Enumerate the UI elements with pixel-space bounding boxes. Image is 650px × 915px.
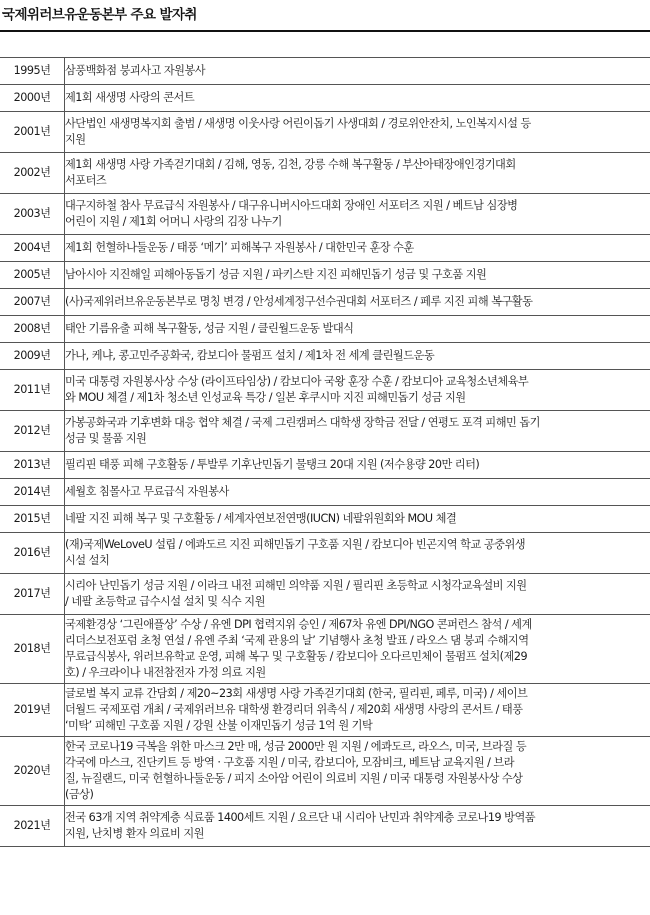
description-line: 필리핀 태풍 피해 구호활동 / 투발루 기후난민돕기 물탱크 20대 지원 (저수용량 20만 리터) bbox=[65, 458, 480, 471]
table-row bbox=[0, 615, 650, 684]
description-cell bbox=[65, 506, 650, 533]
description-line: 대구지하철 참사 무료급식 자원봉사 / 대구유니버시아드대회 장애인 서포터즈 지원 / 베트남 심장병 bbox=[65, 199, 518, 212]
description-cell bbox=[65, 58, 650, 85]
description-cell bbox=[65, 533, 650, 574]
description-line: 가봉공화국과 기후변화 대응 협약 체결 / 국제 그린캠퍼스 대학생 장학금 전달 / 연평도 포격 피해민 돕기 bbox=[65, 416, 540, 429]
table-row bbox=[0, 194, 650, 235]
description-line: 사단법인 새생명복지회 출범 / 새생명 이웃사랑 어린이돕기 사생대회 / 경로위안잔치, 노인복지시설 등 bbox=[65, 117, 531, 130]
year-cell: 2021년 bbox=[0, 806, 65, 847]
year-cell: 2018년 bbox=[0, 615, 65, 684]
description-line: 시설 설치 bbox=[65, 554, 110, 567]
page-title: 국제위러브유운동본부 주요 발자취 bbox=[2, 7, 197, 23]
year-cell: 2013년 bbox=[0, 452, 65, 479]
description-line: (금상) bbox=[65, 788, 94, 801]
year-cell: 2020년 bbox=[0, 737, 65, 806]
year-cell: 2009년 bbox=[0, 343, 65, 370]
description-cell bbox=[65, 235, 650, 262]
description-line: 호) / 우크라이나 내전참전자 가정 의료 지원 bbox=[65, 666, 266, 679]
description-line: 지원, 난치병 환자 의료비 지원 bbox=[65, 827, 204, 840]
description-line: 서포터즈 bbox=[65, 174, 107, 187]
description-line: 삼풍백화점 붕괴사고 자원봉사 bbox=[65, 64, 206, 77]
year-cell: 2019년 bbox=[0, 684, 65, 737]
table-row bbox=[0, 737, 650, 806]
year-cell: 2001년 bbox=[0, 112, 65, 153]
year-cell: 2007년 bbox=[0, 289, 65, 316]
description-cell bbox=[65, 316, 650, 343]
year-cell: 2017년 bbox=[0, 574, 65, 615]
table-row bbox=[0, 479, 650, 506]
description-cell bbox=[65, 343, 650, 370]
year-cell: 2011년 bbox=[0, 370, 65, 411]
description-line: 지원 bbox=[65, 133, 86, 146]
description-line: 제1회 헌혈하나둘운동 / 태풍 ‘메기’ 피해복구 자원봉사 / 대한민국 훈장 수훈 bbox=[65, 241, 414, 254]
table-row bbox=[0, 452, 650, 479]
description-cell bbox=[65, 262, 650, 289]
description-line: 가나, 케냐, 콩고민주공화국, 캄보디아 물펌프 설치 / 제1차 전 세계 클린월드운동 bbox=[65, 349, 435, 362]
description-cell bbox=[65, 615, 650, 684]
description-line: (사)국제위러브유운동본부로 명칭 변경 / 안성세계정구선수권대회 서포터즈 / 페루 지진 피해 복구활동 bbox=[65, 295, 533, 308]
year-cell: 2016년 bbox=[0, 533, 65, 574]
description-line: 각국에 마스크, 진단키트 등 방역 · 구호품 지원 / 미국, 캄보디아, 모잠비크, 베트남 교육지원 / 브라 bbox=[65, 756, 515, 769]
year-cell: 2000년 bbox=[0, 85, 65, 112]
year-cell: 2004년 bbox=[0, 235, 65, 262]
table-row bbox=[0, 506, 650, 533]
table-row bbox=[0, 262, 650, 289]
description-cell bbox=[65, 737, 650, 806]
table-row bbox=[0, 112, 650, 153]
year-cell: 2005년 bbox=[0, 262, 65, 289]
description-line: 제1회 새생명 사랑 가족걷기대회 / 김해, 영동, 김천, 강릉 수해 복구활동 / 부산아태장애인경기대회 bbox=[65, 158, 516, 171]
description-line: 성금 및 물품 지원 bbox=[65, 432, 147, 445]
table-row bbox=[0, 58, 650, 85]
description-line: 한국 코로나19 극복을 위한 마스크 2만 매, 성금 2000만 원 지원 / 에콰도르, 라오스, 미국, 브라질 등 bbox=[65, 740, 527, 753]
description-line: (재)국제WeLoveU 설립 / 에콰도르 지진 피해민돕기 구호품 지원 / 캄보디아 빈곤지역 학교 공중위생 bbox=[65, 538, 526, 551]
table-row bbox=[0, 316, 650, 343]
description-line: 태안 기름유출 피해 복구활동, 성금 지원 / 클린월드운동 발대식 bbox=[65, 322, 354, 335]
description-line: 남아시아 지진해일 피해아동돕기 성금 지원 / 파키스탄 지진 피해민돕기 성금 및 구호품 지원 bbox=[65, 268, 487, 281]
table-row bbox=[0, 153, 650, 194]
description-line: 제1회 새생명 사랑의 콘서트 bbox=[65, 91, 195, 104]
table-row bbox=[0, 684, 650, 737]
description-line: 리더스보전포럼 초청 연설 / 유엔 주최 ‘국제 관용의 날’ 기념행사 초청 발표 / 라오스 댐 붕괴 수해지역 bbox=[65, 634, 529, 647]
description-cell bbox=[65, 112, 650, 153]
table-row bbox=[0, 806, 650, 847]
year-cell: 2012년 bbox=[0, 411, 65, 452]
table-row bbox=[0, 85, 650, 112]
description-line: 세월호 침몰사고 무료급식 자원봉사 bbox=[65, 485, 229, 498]
year-cell: 2015년 bbox=[0, 506, 65, 533]
year-cell: 2002년 bbox=[0, 153, 65, 194]
description-line: 어린이 지원 / 제1회 어머니 사랑의 김장 나누기 bbox=[65, 215, 282, 228]
history-table bbox=[0, 57, 650, 847]
year-cell: 2014년 bbox=[0, 479, 65, 506]
table-row bbox=[0, 370, 650, 411]
table-row bbox=[0, 533, 650, 574]
description-line: / 네팔 초등학교 급수시설 설치 및 식수 지원 bbox=[65, 595, 265, 608]
description-line: 네팔 지진 피해 복구 및 구호활동 / 세계자연보전연맹(IUCN) 네팔위원회와 MOU 체결 bbox=[65, 512, 457, 525]
description-cell bbox=[65, 806, 650, 847]
description-cell bbox=[65, 85, 650, 112]
year-cell: 1995년 bbox=[0, 58, 65, 85]
description-line: 시리아 난민돕기 성금 지원 / 이라크 내전 피해민 의약품 지원 / 필리핀 초등학교 시청각교육설비 지원 bbox=[65, 579, 527, 592]
description-line: ‘미탁’ 피해민 구호품 지원 / 강원 산불 이재민돕기 성금 1억 원 기탁 bbox=[65, 719, 373, 732]
description-line: 무료급식봉사, 위러브유학교 운영, 피해 복구 및 구호활동 / 캄보디아 오다르민체이 물펌프 설치(제29 bbox=[65, 650, 528, 663]
description-cell bbox=[65, 194, 650, 235]
table-row bbox=[0, 411, 650, 452]
description-line: 더월드 국제포럼 개최 / 국제위러브유 대학생 환경리더 위촉식 / 제20회 새생명 사랑의 콘서트 / 태풍 bbox=[65, 703, 523, 716]
spacer bbox=[0, 32, 650, 57]
year-cell: 2008년 bbox=[0, 316, 65, 343]
table-row bbox=[0, 235, 650, 262]
description-cell bbox=[65, 289, 650, 316]
description-cell bbox=[65, 370, 650, 411]
description-cell bbox=[65, 574, 650, 615]
description-line: 미국 대통령 자원봉사상 수상 (라이프타임상) / 캄보디아 국왕 훈장 수훈 / 캄보디아 교육청소년체육부 bbox=[65, 375, 529, 388]
description-cell bbox=[65, 479, 650, 506]
description-line: 전국 63개 지역 취약계층 식료품 1400세트 지원 / 요르단 내 시리아 난민과 취약계층 코로나19 방역품 bbox=[65, 811, 536, 824]
description-cell bbox=[65, 684, 650, 737]
description-cell bbox=[65, 153, 650, 194]
description-line: 와 MOU 체결 / 제1차 청소년 인성교육 특강 / 일본 후쿠시마 지진 피해민돕기 성금 지원 bbox=[65, 391, 466, 404]
description-line: 국제환경상 ‘그린애플상’ 수상 / 유엔 DPI 협력지위 승인 / 제67차 유엔 DPI/NGO 콘퍼런스 참석 / 세계 bbox=[65, 618, 532, 631]
year-cell: 2003년 bbox=[0, 194, 65, 235]
table-row bbox=[0, 343, 650, 370]
table-row bbox=[0, 574, 650, 615]
description-cell bbox=[65, 452, 650, 479]
description-line: 글로벌 복지 교류 간담회 / 제20~23회 새생명 사랑 가족걷기대회 (한국, 필리핀, 페루, 미국) / 세이브 bbox=[65, 687, 528, 700]
description-cell bbox=[65, 411, 650, 452]
history-table-body bbox=[0, 58, 650, 847]
table-row bbox=[0, 289, 650, 316]
description-line: 질, 뉴질랜드, 미국 헌혈하나둘운동 / 피지 소아암 어린이 의료비 지원 / 미국 대통령 자원봉사상 수상 bbox=[65, 772, 523, 785]
